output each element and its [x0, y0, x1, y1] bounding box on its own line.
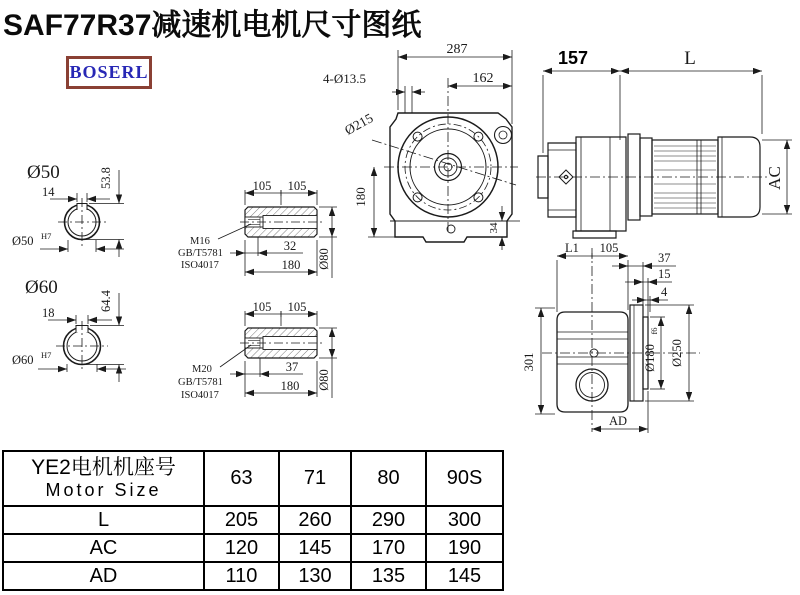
flange-dia-dim: Ø215: [342, 110, 376, 138]
cell-AC-90s: 190: [426, 534, 503, 562]
table-cell-size-63: 63: [204, 451, 279, 506]
cell-AC-71: 145: [279, 534, 351, 562]
thread-label: M20: [192, 364, 212, 375]
gearbox-rear-body: [557, 312, 628, 412]
bore-dim: Ø50: [12, 234, 34, 248]
bore-fit: H7: [41, 350, 52, 360]
gearbox-body: [538, 137, 626, 238]
length-dim: 180: [280, 379, 300, 393]
table-header-motor-size: [3, 451, 204, 506]
seg-dim: 105: [287, 179, 307, 193]
shaft-label: Ø60: [25, 277, 58, 298]
output-flange-view: [522, 241, 700, 433]
input-shaft-section: [12, 162, 124, 257]
header-en: Motor Size: [45, 480, 162, 501]
gearbox-length-dim: 157: [557, 48, 589, 68]
flange-thickness-dim: 37: [658, 251, 671, 265]
seg-dim: 105: [252, 300, 272, 314]
motor-length-dim: L: [684, 48, 696, 69]
seg-dim: 105: [287, 300, 307, 314]
table-row-AD: [3, 562, 503, 590]
overall-width-dim: 287: [446, 42, 468, 57]
cell-L-63: 205: [204, 506, 279, 534]
length-dim: 180: [281, 258, 301, 272]
row-label-L: L: [3, 506, 204, 534]
standard-label: GB/T5781: [178, 248, 223, 259]
standard-label: GB/T5781: [178, 377, 223, 388]
extension-lines: [557, 260, 650, 317]
cell-AD-90s: 145: [426, 562, 503, 590]
cell-L-90s: 300: [426, 506, 503, 534]
keyway-height-dim: 64.4: [99, 290, 113, 312]
spigot-fit: f6: [649, 327, 659, 335]
output-shaft-section: [12, 277, 126, 382]
step-dim: 4: [661, 285, 668, 299]
outer-dia-dim: Ø80: [317, 248, 331, 270]
table-cell-size-90s: 90S: [426, 451, 503, 506]
bore-fit: H7: [41, 231, 52, 241]
shaft-label: Ø50: [27, 162, 60, 183]
foot-height-dim: 34: [488, 222, 500, 234]
height-dim: 301: [522, 352, 536, 372]
gearbox-front-view: [323, 42, 520, 250]
ad-dim: AD: [608, 414, 628, 428]
motor-height-dim: AC: [765, 166, 784, 190]
spigot-dia-dim: Ø180: [643, 344, 657, 372]
flange-offset-dim: 162: [472, 71, 494, 86]
bushing-lower: [178, 300, 337, 401]
motor-size-table: [2, 450, 504, 591]
bushing-upper: [178, 179, 337, 278]
len-105-dim: 105: [599, 241, 619, 255]
row-label-AC: AC: [3, 534, 204, 562]
brand-logo: BOSERL: [66, 56, 152, 89]
standard-label: ISO4017: [181, 390, 219, 401]
cell-AC-63: 120: [204, 534, 279, 562]
keyway-width-dim: 14: [42, 185, 55, 199]
flange-dia-dim: Ø250: [670, 339, 684, 367]
dimension-lines: [543, 71, 792, 214]
gearmotor-side-view: [536, 48, 792, 238]
row-label-AD: AD: [3, 562, 204, 590]
table-row-AC: [3, 534, 503, 562]
cell-L-80: 290: [351, 506, 426, 534]
cell-L-71: 260: [279, 506, 351, 534]
standard-label: ISO4017: [181, 260, 219, 271]
bolt-holes-dim: 4-Ø13.5: [323, 71, 366, 86]
depth-dim: 37: [285, 360, 299, 374]
spigot-length-dim: 15: [658, 267, 671, 281]
page-title: SAF77R37减速机电机尺寸图纸: [3, 9, 422, 42]
cell-AC-80: 170: [351, 534, 426, 562]
header-cn: YE2电机机座号: [31, 456, 176, 480]
centerlines: [58, 198, 106, 246]
bore-dim: Ø60: [12, 353, 34, 367]
keyway-height-dim: 53.8: [99, 167, 113, 189]
table-cell-size-71: 71: [279, 451, 351, 506]
table-cell-size-80: 80: [351, 451, 426, 506]
depth-dim: 32: [283, 239, 297, 253]
center-height-dim: 180: [353, 187, 368, 207]
cell-AD-71: 130: [279, 562, 351, 590]
table-row-L: [3, 506, 503, 534]
seg-dim: 105: [252, 179, 272, 193]
cell-AD-80: 135: [351, 562, 426, 590]
l1-dim: L1: [565, 241, 579, 255]
dimension-lines: [368, 50, 520, 250]
thread-label: M16: [190, 236, 210, 247]
keyway-width-dim: 18: [42, 306, 55, 320]
outer-dia-dim: Ø80: [317, 369, 331, 391]
cell-AD-63: 110: [204, 562, 279, 590]
